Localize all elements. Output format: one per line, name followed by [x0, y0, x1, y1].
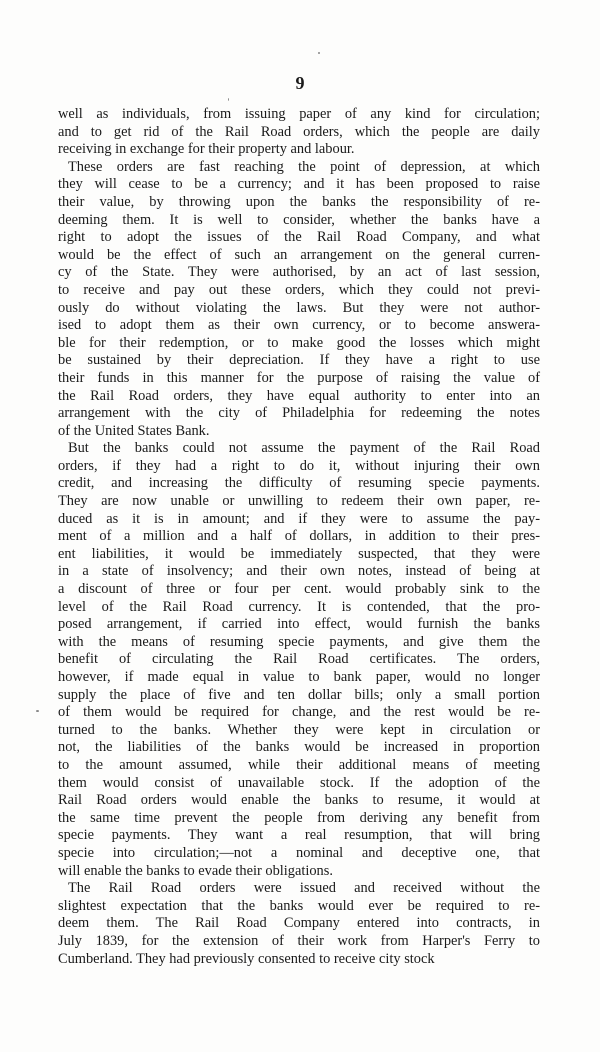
- text-line: level of the Rail Road currency. It is contended, that the pro-: [58, 598, 540, 615]
- paragraph: [58, 159, 540, 441]
- text-line: to receive and pay out these orders, which they could not previ-: [58, 281, 540, 298]
- paper-speck: [228, 98, 229, 101]
- text-line: not, the liabilities of the banks would be increased in proportion: [58, 739, 540, 756]
- text-line: deem them. The Rail Road Company entered into contracts, in: [58, 915, 540, 932]
- text-line: with the means of resuming specie payments, and give them the: [58, 633, 540, 650]
- text-line: the same time prevent the people from deriving any benefit from: [58, 809, 540, 826]
- text-line: however, if made equal in value to bank paper, would no longer: [58, 669, 540, 685]
- text-line: But the banks could not assume the payment of the Rail Road: [68, 440, 540, 457]
- text-line: deeming them. It is well to consider, whether the banks have a: [58, 211, 540, 228]
- text-line: slightest expectation that the banks would ever be required to re-: [58, 897, 540, 914]
- paragraph: [58, 880, 540, 968]
- text-line: right to adopt the issues of the Rail Road Company, and what: [58, 229, 540, 246]
- text-line: credit, and increasing the difficulty of resuming specie payments.: [58, 475, 540, 492]
- text-line: specie into circulation;—not a nominal and deceptive one, that: [58, 844, 540, 861]
- text-line: of them would be required for change, and the rest would be re-: [58, 704, 540, 721]
- text-line: ent liabilities, it would be immediately suspected, that they were: [58, 545, 540, 562]
- text-line: they will cease to be a currency; and it has been proposed to raise: [58, 176, 540, 193]
- paragraph: [58, 440, 540, 880]
- text-line: ised to adopt them as their own currency, or to become answera-: [58, 317, 540, 334]
- text-line: posed arrangement, if carried into effect, would furnish the banks: [58, 616, 540, 633]
- text-line: their funds in this manner for the purpose of raising the value of: [58, 369, 540, 386]
- text-line: Rail Road orders would enable the banks to resume, it would at: [58, 792, 540, 809]
- paragraph: [58, 106, 540, 159]
- text-line: in a state of insolvency; and their own notes, instead of being at: [58, 563, 540, 580]
- text-line: Cumberland. They had previously consented to receive city stock: [58, 950, 435, 967]
- text-line: The Rail Road orders were issued and received without the: [68, 880, 540, 897]
- paper-speck: [318, 52, 320, 54]
- text-line: the Rail Road orders, they have equal authority to enter into an: [58, 387, 540, 404]
- text-line: specie payments. They want a real resumption, that will bring: [58, 827, 540, 844]
- paper-speck: [36, 710, 39, 712]
- text-line: ously do without violating the laws. But they were not author-: [58, 299, 540, 316]
- text-line: to the amount assumed, while their additional means of meeting: [58, 756, 540, 773]
- text-line: supply the place of five and ten dollar bills; only a small portion: [58, 686, 540, 703]
- body-text: [58, 106, 540, 968]
- text-line: would be the effect of such an arrangement on the general curren-: [58, 246, 540, 263]
- text-line: well as individuals, from issuing paper of any kind for circulation;: [58, 106, 540, 122]
- text-line: receiving in exchange for their property and labour.: [58, 141, 355, 158]
- text-line: will enable the banks to evade their obligations.: [58, 862, 333, 879]
- text-line: of the United States Bank.: [58, 422, 210, 439]
- text-line: duced as it is in amount; and if they were to assume the pay-: [58, 510, 540, 527]
- text-line: benefit of circulating the Rail Road certificates. The orders,: [58, 651, 540, 668]
- text-line: them would consist of unavailable stock. If the adoption of the: [58, 774, 540, 791]
- text-line: They are now unable or unwilling to redeem their own paper, re-: [58, 493, 540, 510]
- text-line: These orders are fast reaching the point of depression, at which: [68, 158, 540, 175]
- text-line: orders, if they had a right to do it, without injuring their own: [58, 457, 540, 474]
- text-line: turned to the banks. Whether they were kept in circulation or: [58, 721, 540, 738]
- page-number: 9: [295, 73, 305, 93]
- text-line: July 1839, for the extension of their work from Harper's Ferry to: [58, 932, 540, 949]
- text-line: their value, by throwing upon the banks the responsibility of re-: [58, 193, 540, 210]
- text-line: ment of a million and a half of dollars, in addition to their pres-: [58, 528, 540, 545]
- text-line: and to get rid of the Rail Road orders, which the people are daily: [58, 123, 540, 140]
- text-line: be sustained by their depreciation. If they have a right to use: [58, 352, 540, 369]
- text-line: arrangement with the city of Philadelphia for redeeming the notes: [58, 405, 540, 422]
- text-line: ble for their redemption, or to make good the losses which might: [58, 334, 540, 351]
- text-line: a discount of three or four per cent. would probably sink to the: [58, 581, 540, 598]
- text-line: cy of the State. They were authorised, by an act of last session,: [58, 264, 540, 281]
